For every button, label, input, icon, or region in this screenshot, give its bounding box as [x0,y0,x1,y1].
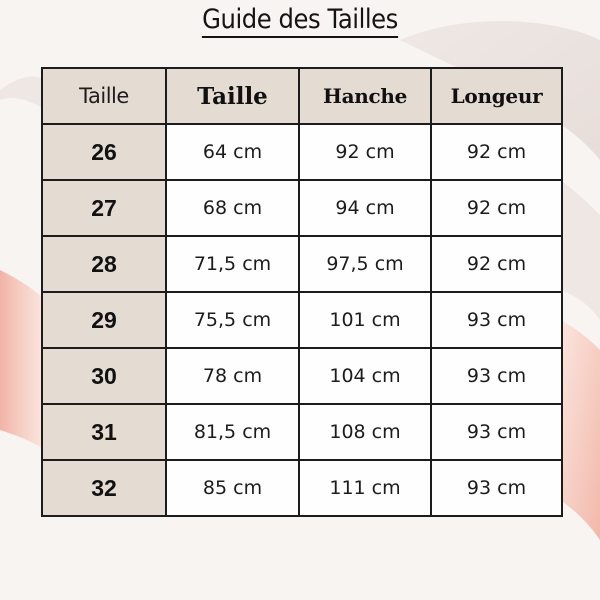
waist-cell: 85 cm [166,460,299,516]
waist-cell: 68 cm [166,180,299,236]
table-row [42,404,562,460]
column-header-waist: Taille [166,68,299,124]
length-cell: 93 cm [431,404,562,460]
column-header-length: Longeur [431,68,562,124]
size-cell: 28 [42,236,166,292]
table-row [42,180,562,236]
table-row [42,292,562,348]
waist-cell: 75,5 cm [166,292,299,348]
length-cell: 93 cm [431,348,562,404]
size-cell: 29 [42,292,166,348]
pink-swoosh-left [0,270,45,450]
table-row [42,348,562,404]
length-cell: 92 cm [431,124,562,180]
page-title [30,4,570,35]
table-row [42,236,562,292]
length-cell: 93 cm [431,460,562,516]
length-cell: 93 cm [431,292,562,348]
hip-cell: 97,5 cm [299,236,431,292]
size-cell: 30 [42,348,166,404]
length-cell: 92 cm [431,180,562,236]
waist-cell: 71,5 cm [166,236,299,292]
page-title-text: Guide des Tailles [202,4,398,38]
grey-swoosh-right [560,180,600,320]
size-guide-table [41,67,563,517]
hip-cell: 108 cm [299,404,431,460]
table-row [42,124,562,180]
table-row [42,460,562,516]
hip-cell: 92 cm [299,124,431,180]
size-cell: 32 [42,460,166,516]
table-header-row [42,68,562,124]
grey-swoosh-left [0,77,45,110]
length-cell: 92 cm [431,236,562,292]
hip-cell: 94 cm [299,180,431,236]
size-cell: 31 [42,404,166,460]
column-header-size: Taille [42,68,166,124]
size-cell: 26 [42,124,166,180]
hip-cell: 111 cm [299,460,431,516]
waist-cell: 64 cm [166,124,299,180]
waist-cell: 78 cm [166,348,299,404]
waist-cell: 81,5 cm [166,404,299,460]
column-header-hip: Hanche [299,68,431,124]
pink-swoosh-right [560,320,600,540]
hip-cell: 101 cm [299,292,431,348]
hip-cell: 104 cm [299,348,431,404]
size-cell: 27 [42,180,166,236]
